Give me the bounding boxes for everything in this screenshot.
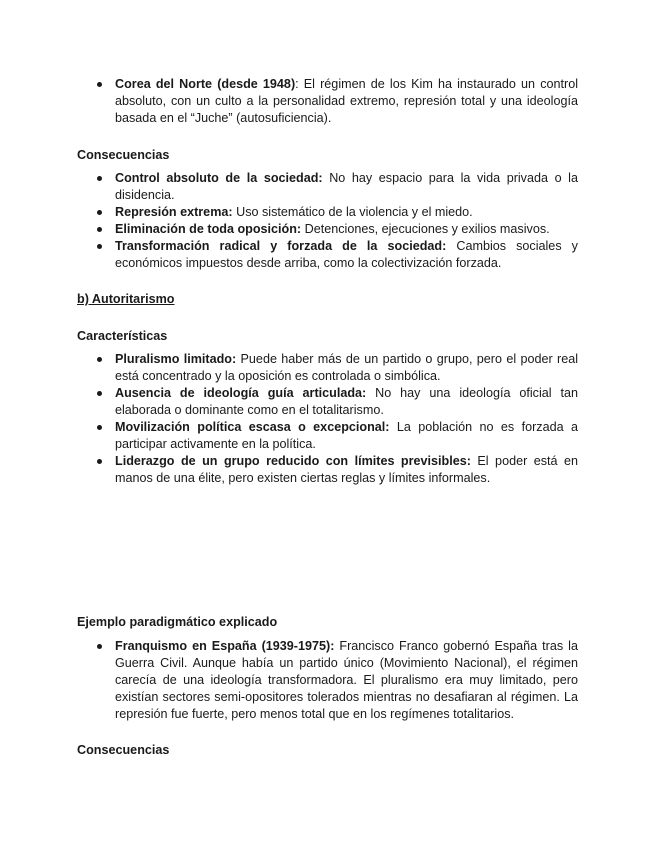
item-text: Puede haber más de un partido o grupo, pero el poder real está concentrado y la oposición es controlada o simbólica. (115, 352, 578, 383)
item-label: Movilización política escasa o excepcional: (115, 420, 390, 434)
example-heading: Ejemplo paradigmático explicado (77, 615, 278, 629)
item-text: Uso sistemático de la violencia y el miedo. (232, 205, 473, 219)
consequences-section-2 (77, 742, 578, 759)
item-text: Detenciones, ejecuciones y exilios masivos. (301, 222, 550, 236)
list-item (77, 170, 578, 204)
item-text: Cambios sociales y económicos impuestos desde arriba, como la colectivización forzada. (115, 239, 578, 270)
consequences-heading: Consecuencias (77, 148, 170, 162)
item-label: Corea del Norte (desde 1948) (115, 77, 296, 91)
list-item (77, 453, 578, 487)
authoritarianism-heading: b) Autoritarismo (77, 292, 175, 306)
list-item (77, 76, 578, 127)
totalitarian-example-list (77, 76, 578, 127)
item-label: Franquismo en España (1939-1975): (115, 639, 335, 653)
item-text: Francisco Franco gobernó España tras la Guerra Civil. Aunque había un partido único (Movimiento Nacional), el régimen carecía de una ideología transformadora. El pluralismo era muy limitado, pero existían sectores semi-opositores tolerados mientras no desafiaran al régimen. La represión fue fuerte, pero menos total que en los regímenes totalitarios. (115, 639, 578, 721)
authoritarianism-section (77, 291, 578, 308)
item-text: El poder está en manos de una élite, pero existen ciertas reglas y límites informales. (115, 454, 579, 485)
item-label: Control absoluto de la sociedad: (115, 171, 323, 185)
item-label: Represión extrema: (115, 205, 233, 219)
consequences-list (77, 170, 578, 272)
list-item (77, 419, 578, 453)
consequences-heading-2: Consecuencias (77, 743, 170, 757)
example-section (77, 614, 578, 723)
example-list (77, 638, 578, 723)
consequences-section (77, 147, 578, 272)
list-item (77, 351, 578, 385)
item-text: : El régimen de los Kim ha instaurado un control absoluto, con un culto a la personalidad extremo, represión total y una ideología basada en el “Juche” (autosuficiencia). (115, 77, 579, 125)
characteristics-heading: Características (77, 329, 168, 343)
characteristics-section (77, 328, 578, 487)
totalitarian-example-section (77, 76, 578, 127)
list-item (77, 385, 578, 419)
item-label: Transformación radical y forzada de la sociedad: (115, 239, 447, 253)
item-text: La población no es forzada a participar activamente en la política. (115, 420, 578, 451)
item-label: Liderazgo de un grupo reducido con límites previsibles: (115, 454, 471, 468)
item-label: Eliminación de toda oposición: (115, 222, 302, 236)
item-text: No hay espacio para la vida privada o la disidencia. (115, 171, 578, 202)
item-label: Pluralismo limitado: (115, 352, 237, 366)
list-item (77, 204, 578, 221)
item-label: Ausencia de ideología guía articulada: (115, 386, 367, 400)
characteristics-list (77, 351, 578, 487)
list-item (77, 238, 578, 272)
item-text: No hay una ideología oficial tan elaborada o dominante como en el totalitarismo. (115, 386, 578, 417)
list-item (77, 221, 578, 238)
list-item (77, 638, 578, 723)
